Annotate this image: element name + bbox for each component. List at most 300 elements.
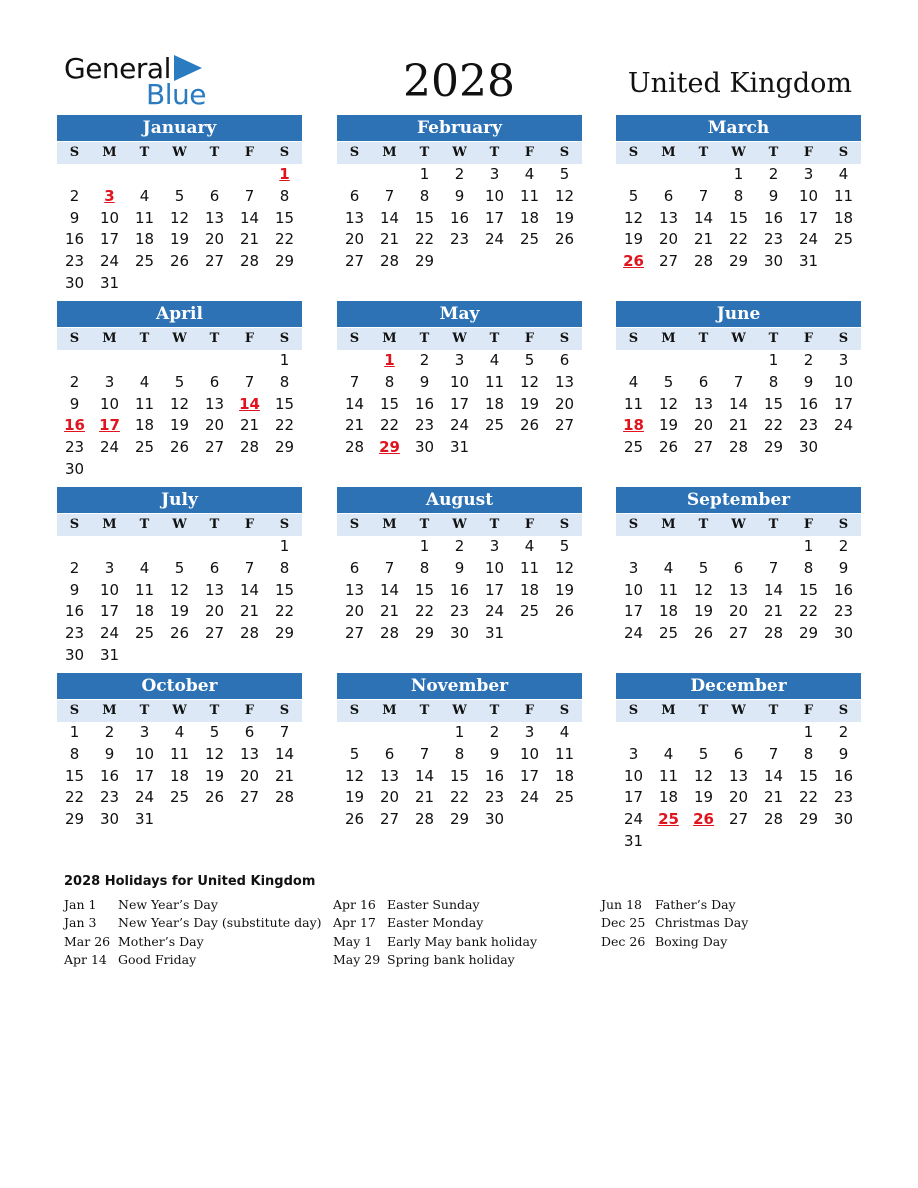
day-cell: 3 — [628, 558, 639, 577]
day-cell: 27 — [693, 438, 714, 457]
holiday-date: Mar 26 — [64, 933, 111, 949]
weekday-label: T — [209, 145, 220, 160]
day-cell: 22 — [64, 788, 85, 807]
day-cell: 13 — [204, 208, 225, 227]
holiday-row — [333, 933, 537, 951]
day-cell: 2 — [69, 372, 80, 391]
day-cell: 9 — [489, 744, 500, 763]
holiday-day-cell: 29 — [379, 438, 400, 457]
day-cell: 18 — [833, 208, 854, 227]
day-cell: 1 — [454, 723, 465, 741]
month-may — [337, 301, 582, 459]
day-cell: 26 — [693, 624, 714, 643]
day-cell: 4 — [139, 186, 150, 205]
weekday-label: T — [768, 703, 779, 718]
holiday-name: Christmas Day — [655, 915, 749, 931]
weekday-label: T — [139, 145, 150, 160]
day-cell: 1 — [279, 537, 290, 555]
day-cell: 28 — [414, 810, 435, 829]
day-cell: 9 — [838, 558, 849, 577]
day-cell: 19 — [693, 602, 714, 621]
day-cell: 6 — [384, 744, 395, 763]
day-cell: 31 — [134, 810, 155, 829]
day-cell: 12 — [554, 558, 575, 577]
day-cell: 19 — [519, 394, 540, 413]
empty-cell — [651, 536, 686, 558]
weekday-label: F — [244, 331, 255, 346]
month-title: June — [616, 301, 861, 327]
day-cell: 5 — [559, 537, 570, 555]
day-cell: 23 — [763, 230, 784, 249]
holiday-day-cell: 1 — [279, 165, 290, 183]
day-cell: 8 — [419, 186, 430, 205]
day-cell: 9 — [838, 744, 849, 763]
day-cell: 18 — [658, 602, 679, 621]
weekday-label: S — [349, 145, 360, 160]
month-title: July — [57, 487, 302, 513]
empty-cell — [372, 164, 407, 186]
month-october — [57, 673, 302, 831]
day-cell: 22 — [274, 602, 295, 621]
weekday-header — [57, 514, 302, 536]
weekday-label: T — [419, 517, 430, 532]
day-cell: 9 — [69, 208, 80, 227]
day-cell: 7 — [384, 558, 395, 577]
weekday-label: W — [172, 703, 187, 718]
empty-cell — [686, 536, 721, 558]
day-cell: 18 — [484, 394, 505, 413]
day-cell: 22 — [798, 788, 819, 807]
weekday-header — [616, 328, 861, 350]
day-cell: 11 — [623, 394, 644, 413]
day-cell: 29 — [274, 624, 295, 643]
day-cell: 23 — [64, 624, 85, 643]
day-cell: 20 — [658, 230, 679, 249]
day-cell: 24 — [134, 788, 155, 807]
day-cell: 15 — [274, 208, 295, 227]
day-cell: 31 — [449, 438, 470, 457]
empty-cell — [686, 164, 721, 186]
day-cell: 21 — [379, 602, 400, 621]
day-cell: 20 — [554, 394, 575, 413]
day-cell: 7 — [768, 558, 779, 577]
empty-cell — [651, 350, 686, 372]
holiday-date: May 29 — [333, 951, 381, 967]
weekday-label: T — [489, 145, 500, 160]
day-cell: 24 — [99, 438, 120, 457]
empty-cell — [337, 164, 372, 186]
weekday-label: T — [209, 331, 220, 346]
day-cell: 3 — [489, 537, 500, 555]
month-january — [57, 115, 302, 295]
day-cell: 12 — [204, 744, 225, 763]
empty-cell — [197, 350, 232, 372]
empty-cell — [686, 350, 721, 372]
day-cell: 2 — [419, 351, 430, 369]
day-cell: 19 — [344, 788, 365, 807]
holiday-date: Jun 18 — [601, 897, 642, 912]
month-title: May — [337, 301, 582, 327]
holiday-date: Jan 1 — [64, 897, 97, 912]
day-cell: 19 — [169, 416, 190, 435]
day-cell: 25 — [554, 788, 575, 807]
day-cell: 13 — [344, 580, 365, 599]
weekday-label: W — [172, 145, 187, 160]
day-cell: 31 — [99, 645, 120, 664]
weekday-label: S — [838, 331, 849, 346]
day-cell: 26 — [554, 602, 575, 621]
day-cell: 18 — [134, 602, 155, 621]
day-cell: 4 — [174, 723, 185, 741]
holiday-day-cell: 14 — [239, 394, 260, 413]
weekday-label: M — [661, 517, 676, 532]
day-cell: 21 — [239, 416, 260, 435]
day-cell: 19 — [623, 230, 644, 249]
day-cell: 6 — [209, 558, 220, 577]
day-cell: 31 — [623, 831, 644, 850]
day-cell: 23 — [449, 602, 470, 621]
day-cell: 14 — [763, 766, 784, 785]
day-cell: 18 — [134, 416, 155, 435]
weekday-label: S — [559, 703, 570, 718]
day-cell: 14 — [414, 766, 435, 785]
day-cell: 21 — [379, 230, 400, 249]
empty-cell — [232, 536, 267, 558]
weekday-label: S — [69, 145, 80, 160]
holiday-day-cell: 18 — [623, 416, 644, 435]
day-cell: 25 — [134, 438, 155, 457]
weekday-label: M — [382, 517, 397, 532]
weekday-label: T — [768, 517, 779, 532]
generalblue-logo — [64, 52, 214, 111]
weekday-label: M — [102, 517, 117, 532]
holiday-name: Early May bank holiday — [387, 933, 538, 949]
day-cell: 26 — [554, 230, 575, 249]
day-cell: 11 — [554, 744, 575, 763]
day-cell: 5 — [698, 744, 709, 763]
weekday-label: S — [838, 145, 849, 160]
weekday-label: S — [69, 703, 80, 718]
holiday-row — [333, 951, 537, 969]
holiday-day-cell: 1 — [384, 351, 395, 369]
weekday-label: T — [698, 517, 709, 532]
month-august — [337, 487, 582, 645]
holiday-column — [601, 896, 748, 951]
weekday-label: W — [452, 145, 467, 160]
day-cell: 3 — [104, 372, 115, 391]
weekday-label: T — [489, 703, 500, 718]
day-cell: 11 — [658, 580, 679, 599]
day-cell: 6 — [209, 186, 220, 205]
day-cell: 9 — [454, 186, 465, 205]
holidays-title: 2028 Holidays for United Kingdom — [64, 874, 316, 889]
day-cell: 16 — [763, 208, 784, 227]
holiday-name: Easter Monday — [387, 915, 484, 931]
day-cell: 29 — [274, 438, 295, 457]
day-cell: 3 — [139, 723, 150, 741]
weekday-header — [337, 700, 582, 722]
day-cell: 3 — [454, 351, 465, 369]
day-cell: 17 — [99, 602, 120, 621]
weekday-label: S — [559, 517, 570, 532]
weekday-label: T — [419, 331, 430, 346]
day-cell: 10 — [623, 766, 644, 785]
day-cell: 19 — [169, 602, 190, 621]
day-grid — [337, 164, 582, 273]
day-cell: 23 — [833, 788, 854, 807]
day-cell: 28 — [239, 438, 260, 457]
day-cell: 3 — [628, 744, 639, 763]
weekday-label: S — [838, 703, 849, 718]
day-cell: 5 — [663, 372, 674, 391]
day-cell: 16 — [833, 580, 854, 599]
day-cell: 21 — [414, 788, 435, 807]
day-cell: 15 — [728, 208, 749, 227]
day-cell: 22 — [379, 416, 400, 435]
day-cell: 5 — [349, 744, 360, 763]
day-cell: 20 — [728, 602, 749, 621]
day-cell: 18 — [169, 766, 190, 785]
empty-cell — [57, 164, 92, 186]
day-cell: 2 — [838, 723, 849, 741]
empty-cell — [232, 350, 267, 372]
day-cell: 22 — [449, 788, 470, 807]
day-cell: 9 — [69, 394, 80, 413]
holiday-date: Apr 14 — [64, 951, 107, 967]
day-cell: 1 — [803, 537, 814, 555]
holiday-column — [64, 896, 322, 969]
day-cell: 7 — [349, 372, 360, 391]
weekday-label: T — [419, 703, 430, 718]
weekday-label: W — [172, 331, 187, 346]
weekday-label: F — [524, 145, 535, 160]
month-september — [616, 487, 861, 645]
day-cell: 29 — [728, 252, 749, 271]
day-cell: 3 — [803, 165, 814, 183]
empty-cell — [616, 164, 651, 186]
day-cell: 22 — [414, 230, 435, 249]
empty-cell — [127, 536, 162, 558]
day-cell: 5 — [524, 351, 535, 369]
empty-cell — [616, 536, 651, 558]
weekday-label: T — [209, 517, 220, 532]
day-cell: 14 — [763, 580, 784, 599]
day-cell: 24 — [484, 602, 505, 621]
day-cell: 13 — [204, 580, 225, 599]
day-cell: 23 — [64, 438, 85, 457]
day-cell: 10 — [623, 580, 644, 599]
day-cell: 8 — [768, 372, 779, 391]
day-cell: 30 — [64, 459, 85, 478]
day-cell: 10 — [519, 744, 540, 763]
holiday-date: Apr 17 — [333, 915, 376, 931]
day-cell: 9 — [768, 186, 779, 205]
weekday-label: M — [382, 331, 397, 346]
day-cell: 12 — [623, 208, 644, 227]
day-cell: 31 — [484, 624, 505, 643]
day-cell: 20 — [728, 788, 749, 807]
day-cell: 23 — [484, 788, 505, 807]
day-cell: 14 — [728, 394, 749, 413]
weekday-header — [337, 142, 582, 164]
weekday-label: S — [628, 331, 639, 346]
day-cell: 25 — [519, 230, 540, 249]
weekday-label: M — [661, 145, 676, 160]
day-cell: 27 — [204, 252, 225, 271]
day-cell: 12 — [693, 580, 714, 599]
day-cell: 15 — [414, 580, 435, 599]
weekday-label: S — [279, 145, 290, 160]
weekday-label: W — [452, 517, 467, 532]
day-cell: 1 — [69, 723, 80, 741]
day-cell: 28 — [274, 788, 295, 807]
weekday-label: T — [139, 331, 150, 346]
day-grid — [57, 350, 302, 481]
day-cell: 10 — [99, 580, 120, 599]
day-cell: 12 — [554, 186, 575, 205]
day-cell: 9 — [454, 558, 465, 577]
weekday-label: T — [209, 703, 220, 718]
day-cell: 14 — [693, 208, 714, 227]
holiday-day-cell: 26 — [623, 252, 644, 271]
day-cell: 31 — [798, 252, 819, 271]
day-cell: 27 — [554, 416, 575, 435]
holiday-name: Boxing Day — [655, 933, 728, 949]
day-cell: 13 — [204, 394, 225, 413]
empty-cell — [232, 164, 267, 186]
weekday-label: W — [731, 145, 746, 160]
month-title: March — [616, 115, 861, 141]
day-cell: 14 — [379, 580, 400, 599]
day-cell: 30 — [763, 252, 784, 271]
weekday-label: F — [803, 331, 814, 346]
day-cell: 5 — [698, 558, 709, 577]
day-cell: 6 — [209, 372, 220, 391]
day-cell: 1 — [768, 351, 779, 369]
weekday-label: T — [139, 517, 150, 532]
month-april — [57, 301, 302, 481]
day-cell: 15 — [379, 394, 400, 413]
day-cell: 13 — [379, 766, 400, 785]
day-cell: 7 — [419, 744, 430, 763]
day-cell: 28 — [239, 252, 260, 271]
day-grid — [337, 350, 582, 459]
day-cell: 8 — [384, 372, 395, 391]
day-cell: 17 — [623, 602, 644, 621]
day-cell: 6 — [559, 351, 570, 369]
day-cell: 15 — [64, 766, 85, 785]
day-grid — [616, 536, 861, 645]
weekday-label: S — [628, 145, 639, 160]
day-cell: 26 — [169, 252, 190, 271]
empty-cell — [372, 722, 407, 744]
day-cell: 18 — [554, 766, 575, 785]
day-cell: 26 — [204, 788, 225, 807]
day-cell: 7 — [768, 744, 779, 763]
day-cell: 28 — [239, 624, 260, 643]
day-cell: 24 — [833, 416, 854, 435]
day-cell: 16 — [414, 394, 435, 413]
day-cell: 1 — [419, 165, 430, 183]
weekday-label: S — [279, 517, 290, 532]
day-cell: 21 — [274, 766, 295, 785]
day-cell: 24 — [623, 810, 644, 829]
day-grid — [616, 164, 861, 273]
day-cell: 30 — [64, 273, 85, 292]
empty-cell — [337, 722, 372, 744]
day-cell: 7 — [279, 723, 290, 741]
day-cell: 30 — [449, 624, 470, 643]
holiday-day-cell: 26 — [693, 810, 714, 829]
day-cell: 28 — [728, 438, 749, 457]
day-cell: 28 — [344, 438, 365, 457]
weekday-label: W — [731, 703, 746, 718]
day-cell: 14 — [239, 580, 260, 599]
day-cell: 25 — [623, 438, 644, 457]
weekday-label: W — [452, 703, 467, 718]
holiday-day-cell: 16 — [64, 416, 85, 435]
day-cell: 26 — [658, 438, 679, 457]
empty-cell — [57, 536, 92, 558]
day-grid — [57, 536, 302, 667]
day-cell: 22 — [414, 602, 435, 621]
day-cell: 21 — [239, 602, 260, 621]
day-cell: 30 — [484, 810, 505, 829]
day-cell: 19 — [169, 230, 190, 249]
day-cell: 10 — [134, 744, 155, 763]
weekday-label: S — [838, 517, 849, 532]
day-cell: 15 — [798, 580, 819, 599]
day-cell: 7 — [733, 372, 744, 391]
day-cell: 29 — [798, 624, 819, 643]
holiday-name: New Year’s Day (substitute day) — [118, 915, 322, 931]
day-cell: 24 — [99, 624, 120, 643]
day-cell: 16 — [449, 580, 470, 599]
day-cell: 2 — [803, 351, 814, 369]
day-cell: 4 — [559, 723, 570, 741]
weekday-label: F — [524, 703, 535, 718]
weekday-label: W — [452, 331, 467, 346]
weekday-label: S — [349, 517, 360, 532]
day-cell: 1 — [733, 165, 744, 183]
day-cell: 7 — [244, 558, 255, 577]
day-cell: 11 — [658, 766, 679, 785]
day-cell: 2 — [768, 165, 779, 183]
empty-cell — [686, 722, 721, 744]
weekday-label: W — [731, 517, 746, 532]
holiday-name: Father’s Day — [655, 897, 736, 912]
day-cell: 17 — [99, 230, 120, 249]
day-cell: 25 — [833, 230, 854, 249]
empty-cell — [616, 350, 651, 372]
day-cell: 11 — [134, 580, 155, 599]
empty-cell — [162, 164, 197, 186]
day-cell: 27 — [204, 438, 225, 457]
month-november — [337, 673, 582, 831]
day-cell: 22 — [274, 230, 295, 249]
day-cell: 29 — [763, 438, 784, 457]
weekday-label: T — [768, 145, 779, 160]
day-cell: 6 — [698, 372, 709, 391]
day-cell: 13 — [728, 580, 749, 599]
day-cell: 10 — [99, 208, 120, 227]
empty-cell — [756, 536, 791, 558]
day-cell: 8 — [279, 372, 290, 391]
day-cell: 16 — [798, 394, 819, 413]
day-cell: 27 — [239, 788, 260, 807]
day-cell: 8 — [454, 744, 465, 763]
day-cell: 13 — [554, 372, 575, 391]
